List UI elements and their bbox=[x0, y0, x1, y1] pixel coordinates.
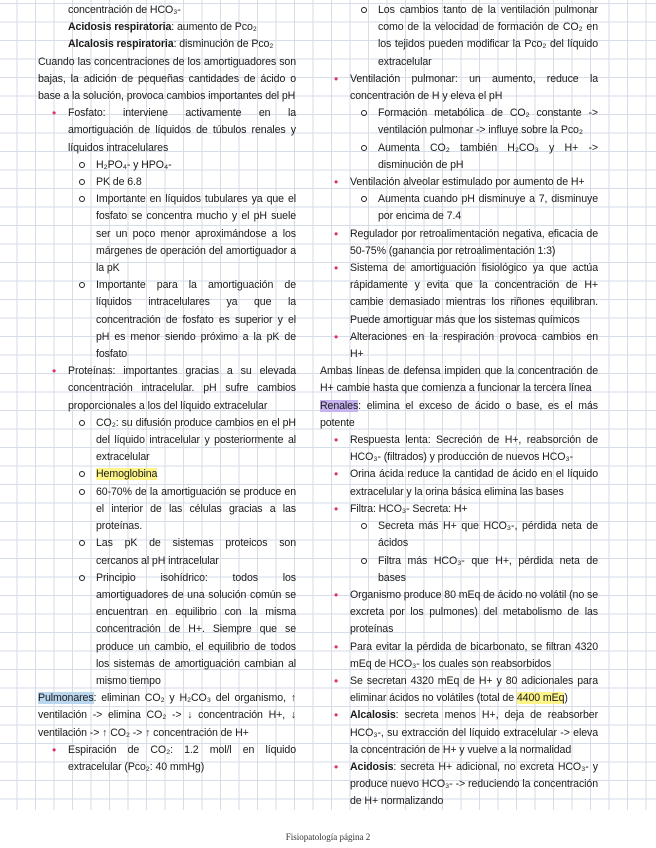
left-column bbox=[38, 2, 296, 776]
list-item-acidosis: • Acidosis: secreta H+ adicional, no excreta HCO₃- y produce nuevo HCO₃- -> reduciendo la concentración de H+ normalizando bbox=[320, 759, 598, 811]
list-item-ventilacion: • Ventilación pulmonar: un aumento, reduce la concentración de H y eleva el pH Formación metabólica de CO₂ constante -> ventilación pulmonar -> influye sobre la Pco₂ Aumenta CO₂ también H₂CO₃ y H+ -> disminución de pH bbox=[320, 71, 598, 174]
list-item-secretan: • Se secretan 4320 mEq de H+ y 80 adicionales para eliminar ácidos no volátiles (total de 4400 mEq) bbox=[320, 673, 598, 707]
list-item: • Para evitar la pérdida de bicarbonato, se filtran 4320 mEq de HCO₃- los cuales son reabsorbidos bbox=[320, 639, 598, 673]
list-item: • Sistema de amortiguación fisiológico ya que actúa rápidamente y evita que la concentración de H+ cambie demasiado mientras los riñones equilibran. Puede amortiguar más que los sistemas químicos bbox=[320, 260, 598, 329]
bullet-list-ventilacion bbox=[320, 71, 598, 363]
list-item: Aumenta CO₂ también H₂CO₃ y H+ -> disminución de pH bbox=[350, 140, 598, 174]
list-item: Formación metabólica de CO₂ constante -> ventilación pulmonar -> influye sobre la Pco₂ bbox=[350, 105, 598, 139]
list-item-fosfato: • Fosfato: interviene activamente en la amortiguación de líquidos de túbulos renales y líquidos intracelulares H₂PO₄- y HPO₄- PK de 6.8 Importante en líquidos tubulares ya que el fosfato se concentra mucho y el pH suele ser un poco menor aproximándose a los márgenes de operación del amortiguador a la pK Importante para la amortiguación de líquidos intracelulares ya que la concentración de fosfato es superior y el pH es menor siendo próximo a la pK de fosfato bbox=[38, 105, 296, 363]
acidosis-respiratoria: Acidosis respiratoria: aumento de Pco₂ bbox=[68, 21, 257, 34]
list-item: PK de 6.8 bbox=[68, 174, 296, 191]
list-item: H₂PO₄- y HPO₄- bbox=[68, 157, 296, 174]
list-item-hemoglobina bbox=[68, 466, 296, 483]
list-item: Aumenta cuando pH disminuye a 7, disminuye por encima de 7.4 bbox=[350, 191, 598, 225]
list-item: 60-70% de la amortiguación se produce en el interior de las células gracias a las proteínas. bbox=[68, 484, 296, 536]
highlight-4400: 4400 mEq bbox=[516, 692, 565, 705]
list-item-proteinas: • Proteínas: importantes gracias a su elevada concentración intracelular. pH sufre cambios proporcionales a los del líquido extracelular CO₂: su difusión produce cambios en el pH del líquido intracelular y posteriormente al extracelular Hemoglobina 60-70% de la amortiguación se produce en el interior de las células gracias a las proteínas. Las pK de sistemas proteicos son cercanos al pH intracelular Principio isohídrico: todos los amortiguadores de una solución común se encuentran en equilibrio con la misma concentración de H+. Siempre que se produce un cambio, el equilibrio de todos los sistemas de amortiguación cambian al mismo tiempo bbox=[38, 363, 296, 690]
paragraph-renales: Renales: elimina el exceso de ácido o base, es el más potente bbox=[320, 399, 598, 429]
list-item: • Espiración de CO₂: 1.2 mol/l en líquido extracelular (Pco₂: 40 mmHg) bbox=[38, 742, 296, 776]
list-item: • Organismo produce 80 mEq de ácido no volátil (no se excreta por los pulmones) del metabolismo de las proteínas bbox=[320, 587, 598, 639]
list-item: • Regulador por retroalimentación negativa, eficacia de 50-75% (ganancia por retroalimentación 1:3) bbox=[320, 226, 598, 260]
list-item: Principio isohídrico: todos los amortiguadores de una solución común se encuentran en equilibrio con la misma concentración de H+. Siempre que se produce un cambio, el equilibrio de todos los sistemas de amortiguación cambian al mismo tiempo bbox=[68, 570, 296, 690]
bullet-list-pulmonares bbox=[38, 742, 296, 776]
highlight-pulmonares: Pulmonares bbox=[38, 692, 94, 705]
list-item: Importante en líquidos tubulares ya que el fosfato se concentra mucho y el pH suele ser un poco menor aproximándose a los márgenes de operación del amortiguador a la pK bbox=[68, 191, 296, 277]
highlight-hemoglobina: Hemoglobina bbox=[96, 468, 158, 481]
list-item: • Orina ácida reduce la cantidad de ácido en el líquido extracelular y la orina básica elimina las bases bbox=[320, 466, 598, 500]
paragraph-pulmonares: Pulmonares: eliminan CO₂ y H₂CO₃ del organismo, ↑ ventilación -> elimina CO₂ -> ↓ concentración H+, ↓ ventilación -> ↑ CO₂ -> ↑ concentración de H+ bbox=[38, 692, 296, 739]
list-item: CO₂: su difusión produce cambios en el pH del líquido intracelular y posteriormente al extracelular bbox=[68, 415, 296, 467]
right-column bbox=[320, 2, 598, 811]
alcalosis-respiratoria: Alcalosis respiratoria: disminución de Pco₂ bbox=[68, 38, 274, 51]
highlight-renales: Renales bbox=[320, 399, 359, 412]
list-item: • Respuesta lenta: Secreción de H+, reabsorción de HCO₃- (filtrados) y producción de nuevos HCO₃- bbox=[320, 432, 598, 466]
sub-list-fosfato bbox=[68, 157, 296, 363]
text-line: concentración de HCO₃- bbox=[68, 4, 181, 16]
sub-list-filtra bbox=[350, 518, 598, 587]
list-item-alcalosis: • Alcalosis: secreta menos H+, deja de reabsorber HCO₃-, su extracción del líquido extracelular -> eleva la concentración de H+ y vuelve a la normalidad bbox=[320, 707, 598, 759]
list-item: Los cambios tanto de la ventilación pulmonar como de la velocidad de formación de CO₂ en los tejidos pueden modificar la Pco₂ del líquido extracelular bbox=[350, 2, 598, 71]
bullet-list bbox=[38, 105, 296, 690]
sub-list-ventilacion bbox=[350, 105, 598, 174]
bullet-list-renales bbox=[320, 432, 598, 810]
sub-list-alveolar bbox=[350, 191, 598, 225]
page-footer bbox=[0, 810, 656, 848]
sub-list-continued bbox=[320, 2, 598, 71]
list-item: Las pK de sistemas proteicos son cercanos al pH intracelular bbox=[68, 535, 296, 569]
list-item: Importante para la amortiguación de líquidos intracelulares ya que la concentración de fosfato es superior y el pH es menor siendo próximo a la pK de fosfato bbox=[68, 277, 296, 363]
paragraph-ambas-lineas: Ambas líneas de defensa impiden que la concentración de H+ cambie hasta que comienza a funcionar la tercera línea bbox=[320, 365, 598, 395]
footer-page-label: Fisiopatología página 2 bbox=[285, 832, 371, 842]
list-item-alveolar: • Ventilación alveolar estimulado por aumento de H+ Aumenta cuando pH disminuye a 7, disminuye por encima de 7.4 bbox=[320, 174, 598, 226]
list-item-filtra: • Filtra: HCO₃- Secreta: H+ Secreta más H+ que HCO₃-, pérdida neta de ácidos Filtra más HCO₃- que H+, pérdida neta de bases bbox=[320, 501, 598, 587]
paragraph-amortiguadores: Cuando las concentraciones de los amortiguadores son bajas, la adición de pequeñas cantidades de ácido o base a la solución, provoca cambios importantes del pH bbox=[38, 55, 296, 103]
list-item: Filtra más HCO₃- que H+, pérdida neta de bases bbox=[350, 553, 598, 587]
list-item: Secreta más H+ que HCO₃-, pérdida neta de ácidos bbox=[350, 518, 598, 552]
list-item: • Alteraciones en la respiración provoca cambios en H+ bbox=[320, 329, 598, 363]
sub-list-proteinas bbox=[68, 415, 296, 690]
